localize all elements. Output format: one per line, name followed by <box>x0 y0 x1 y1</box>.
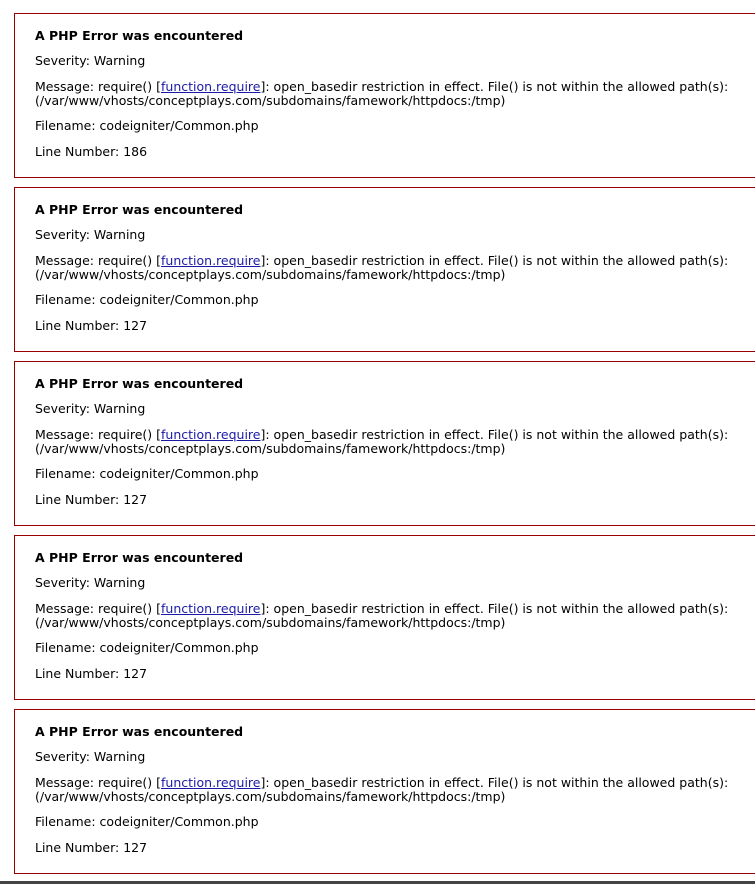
error-line-number: Line Number: 127 <box>35 318 148 333</box>
function-require-link[interactable]: function.require <box>161 427 261 442</box>
error-filename: Filename: codeigniter/Common.php <box>35 814 259 829</box>
error-message <box>35 80 755 108</box>
php-error-box <box>14 13 755 178</box>
php-error-box <box>14 361 755 526</box>
error-line-number: Line Number: 127 <box>35 666 148 681</box>
message-prefix: Message: require() [ <box>35 601 162 616</box>
error-filename: Filename: codeigniter/Common.php <box>35 466 259 481</box>
error-severity: Severity: Warning <box>35 227 146 242</box>
message-path: (/var/www/vhosts/conceptplays.com/subdomains/famework/httpdocs:/tmp) <box>35 93 506 108</box>
error-filename: Filename: codeigniter/Common.php <box>35 118 259 133</box>
message-path: (/var/www/vhosts/conceptplays.com/subdomains/famework/httpdocs:/tmp) <box>35 615 506 630</box>
message-path: (/var/www/vhosts/conceptplays.com/subdomains/famework/httpdocs:/tmp) <box>35 441 506 456</box>
php-error-box <box>14 187 755 352</box>
error-heading: A PHP Error was encountered <box>35 202 244 217</box>
error-line-number: Line Number: 127 <box>35 492 148 507</box>
message-prefix: Message: require() [ <box>35 427 162 442</box>
error-heading: A PHP Error was encountered <box>35 550 244 565</box>
message-suffix: ]: open_basedir restriction in effect. File() is not within the allowed path(s): <box>260 253 729 268</box>
error-severity: Severity: Warning <box>35 749 146 764</box>
error-message <box>35 602 755 630</box>
error-severity: Severity: Warning <box>35 401 146 416</box>
function-require-link[interactable]: function.require <box>161 775 261 790</box>
message-suffix: ]: open_basedir restriction in effect. File() is not within the allowed path(s): <box>260 79 729 94</box>
message-suffix: ]: open_basedir restriction in effect. File() is not within the allowed path(s): <box>260 427 729 442</box>
error-severity: Severity: Warning <box>35 575 146 590</box>
error-heading: A PHP Error was encountered <box>35 724 244 739</box>
function-require-link[interactable]: function.require <box>161 79 261 94</box>
error-heading: A PHP Error was encountered <box>35 28 244 43</box>
php-error-box <box>14 535 755 700</box>
message-suffix: ]: open_basedir restriction in effect. File() is not within the allowed path(s): <box>260 775 729 790</box>
function-require-link[interactable]: function.require <box>161 253 261 268</box>
error-filename: Filename: codeigniter/Common.php <box>35 640 259 655</box>
error-line-number: Line Number: 127 <box>35 840 148 855</box>
function-require-link[interactable]: function.require <box>161 601 261 616</box>
error-message <box>35 254 755 282</box>
message-prefix: Message: require() [ <box>35 253 162 268</box>
error-filename: Filename: codeigniter/Common.php <box>35 292 259 307</box>
error-message <box>35 776 755 804</box>
message-path: (/var/www/vhosts/conceptplays.com/subdomains/famework/httpdocs:/tmp) <box>35 789 506 804</box>
error-heading: A PHP Error was encountered <box>35 376 244 391</box>
error-message <box>35 428 755 456</box>
error-severity: Severity: Warning <box>35 53 146 68</box>
message-suffix: ]: open_basedir restriction in effect. File() is not within the allowed path(s): <box>260 601 729 616</box>
message-path: (/var/www/vhosts/conceptplays.com/subdomains/famework/httpdocs:/tmp) <box>35 267 506 282</box>
error-line-number: Line Number: 186 <box>35 144 148 159</box>
php-error-box <box>14 709 755 874</box>
error-list <box>14 13 755 883</box>
message-prefix: Message: require() [ <box>35 775 162 790</box>
message-prefix: Message: require() [ <box>35 79 162 94</box>
